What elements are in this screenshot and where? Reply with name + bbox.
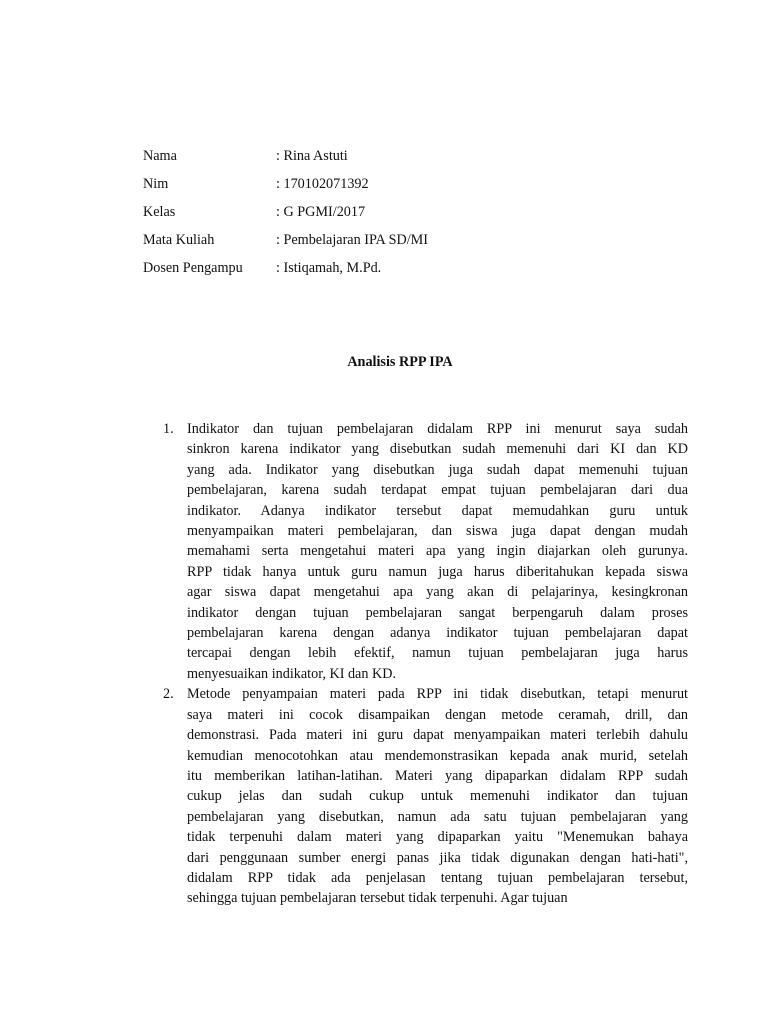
paragraph-line: pembelajaran karena dengan adanya indikator tujuan pembelajaran dapat (187, 625, 688, 642)
info-row-mata-kuliah (143, 230, 428, 258)
paragraph-line: cukup jelas dan sudah cukup untuk memenuhi indikator dan tujuan (187, 788, 688, 805)
paragraph-line: itu memberikan latihan-latihan. Materi yang dipaparkan didalam RPP sudah (187, 767, 688, 784)
info-label: Nim (143, 176, 169, 192)
paragraph-line: indikator. Adanya indikator tersebut dapat memudahkan guru untuk (187, 502, 688, 519)
paragraph-line: kemudian menocotohkan atau mendemonstrasikan kepada anak murid, setelah (187, 747, 688, 764)
paragraph-line: menyesuaikan indikator, KI dan KD. (187, 665, 397, 682)
paragraph-line: tidak terpenuhi dalam materi yang dipaparkan yaitu "Menemukan bahaya (187, 829, 688, 846)
paragraph-line: RPP tidak hanya untuk guru namun juga harus diberitahukan kepada siswa (187, 563, 688, 580)
info-label: Nama (143, 148, 177, 164)
list-item (163, 419, 688, 684)
paragraph-line: didalam RPP tidak ada penjelasan tentang tujuan pembelajaran tersebut, (187, 869, 688, 886)
paragraph-line: saya materi ini cocok disampaikan dengan metode ceramah, drill, dan (187, 706, 688, 723)
list-item-number: 1. (163, 421, 174, 437)
info-row-nim (143, 174, 428, 202)
info-row-kelas (143, 202, 428, 230)
paragraph-line: yang ada. Indikator yang disebutkan juga sudah dapat memenuhi tujuan (187, 461, 688, 478)
list-item-paragraph (187, 419, 688, 684)
paragraph-line: menyampaikan materi pembelajaran, dan siswa juga dapat dengan mudah (187, 523, 688, 540)
paragraph-line: dari penggunaan sumber energi panas jika tidak digunakan dengan hati-hati", (187, 849, 688, 866)
document-title: Analisis RPP IPA (347, 354, 453, 370)
list-item-paragraph (187, 684, 688, 908)
info-label: Kelas (143, 204, 176, 220)
info-row-nama (143, 146, 428, 174)
info-value: : Pembelajaran IPA SD/MI (276, 232, 428, 248)
paragraph-line: tercapai dengan lebih efektif, namun tujuan pembelajaran juga harus (187, 645, 688, 662)
paragraph-line: sinkron karena indikator yang disebutkan sudah memenuhi dari KI dan KD (187, 441, 688, 458)
list-item (163, 684, 688, 908)
paragraph-line: pembelajaran yang disebutkan, namun ada satu tujuan pembelajaran yang (187, 808, 688, 825)
info-value: : Rina Astuti (276, 148, 348, 164)
paragraph-line: memahami serta mengetahui materi apa yang ingin diajarkan oleh gurunya. (187, 543, 688, 560)
info-row-dosen-pengampu (143, 258, 428, 286)
paragraph-line: agar siswa dapat mengetahui apa yang akan di pelajarinya, kesingkronan (187, 584, 688, 601)
list-item-number: 2. (163, 686, 174, 703)
paragraph-line: pembelajaran, karena sudah terdapat empat tujuan pembelajaran dari dua (187, 482, 688, 499)
paragraph-line: sehingga tujuan pembelajaran tersebut tidak terpenuhi. Agar tujuan (187, 890, 568, 907)
info-label: Mata Kuliah (143, 232, 215, 248)
paragraph-line: demonstrasi. Pada materi ini guru dapat menyampaikan materi terlebih dahulu (187, 727, 688, 744)
info-value: : 170102071392 (276, 176, 369, 192)
paragraph-line: Metode penyampaian materi pada RPP ini tidak disebutkan, tetapi menurut (187, 686, 688, 703)
paragraph-line: Indikator dan tujuan pembelajaran didalam RPP ini menurut saya sudah (187, 421, 688, 437)
info-value: : Istiqamah, M.Pd. (276, 260, 382, 276)
info-value: : G PGMI/2017 (276, 204, 366, 220)
student-info (143, 146, 428, 286)
paragraph-line: indikator dengan tujuan pembelajaran sangat berpengaruh dalam proses (187, 604, 688, 621)
info-label: Dosen Pengampu (143, 260, 243, 276)
analysis-list (163, 419, 688, 909)
